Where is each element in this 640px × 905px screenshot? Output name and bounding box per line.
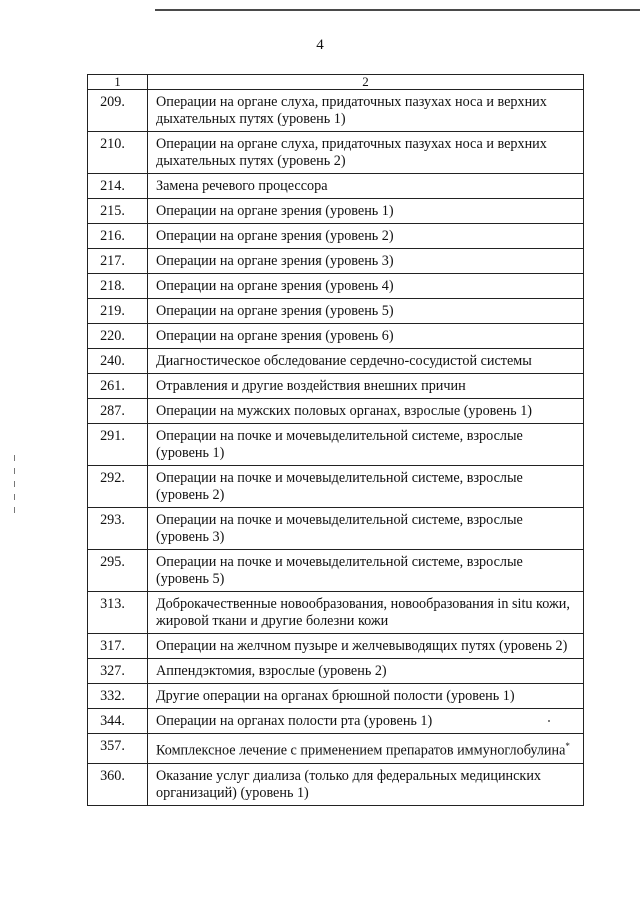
row-name-text: Другие операции на органах брюшной полости (уровень 1) (156, 688, 515, 704)
table-row (88, 709, 584, 734)
row-name-text: Отравления и другие воздействия внешних причин (156, 378, 466, 394)
table-row (88, 550, 584, 592)
row-code: 317. (88, 634, 148, 659)
row-name (148, 399, 584, 424)
row-name (148, 634, 584, 659)
row-name (148, 299, 584, 324)
table-row (88, 684, 584, 709)
row-name-text: Операции на почке и мочевыделительной системе, взрослые (уровень 5) (156, 554, 523, 587)
services-table (87, 74, 584, 806)
table-row (88, 199, 584, 224)
row-name-text: Операции на органе слуха, придаточных пазухах носа и верхних дыхательных путях (уровень 2) (156, 136, 547, 169)
row-name-text: Комплексное лечение с применением препаратов иммуноглобулина (156, 742, 566, 759)
scan-margin-mark (14, 455, 15, 461)
row-code: 332. (88, 684, 148, 709)
row-name (148, 659, 584, 684)
row-name (148, 224, 584, 249)
row-name (148, 734, 584, 764)
row-name (148, 90, 584, 132)
row-name-text: Операции на мужских половых органах, взрослые (уровень 1) (156, 403, 533, 419)
row-name-text: Оказание услуг диализа (только для федеральных медицинских организаций) (уровень 1) (156, 767, 542, 801)
table-row (88, 132, 584, 174)
row-name-text: Операции на органе зрения (уровень 2) (156, 228, 394, 244)
row-name (148, 324, 584, 349)
table-row (88, 763, 584, 805)
row-code: 344. (88, 709, 148, 734)
row-name-text: Операции на почке и мочевыделительной системе, взрослые (уровень 2) (156, 470, 523, 503)
row-name (148, 132, 584, 174)
scan-speck (548, 720, 550, 722)
row-name-text: Операции на органе зрения (уровень 5) (156, 303, 394, 319)
table-row (88, 374, 584, 399)
row-name (148, 249, 584, 274)
row-code: 261. (88, 374, 148, 399)
row-name-text: Доброкачественные новообразования, новообразования in situ кожи, жировой ткани и другие болезни кожи (156, 596, 570, 629)
scan-margin-mark (14, 507, 15, 513)
row-name-text: Диагностическое обследование сердечно-сосудистой системы (156, 353, 532, 369)
row-name (148, 374, 584, 399)
table-row (88, 659, 584, 684)
row-code: 215. (88, 199, 148, 224)
row-name (148, 684, 584, 709)
row-code: 210. (88, 132, 148, 174)
row-code: 240. (88, 349, 148, 374)
row-code: 357. (88, 734, 148, 764)
row-name (148, 349, 584, 374)
row-name-text: Замена речевого процессора (156, 178, 328, 194)
row-name (148, 466, 584, 508)
row-code: 287. (88, 399, 148, 424)
row-code: 360. (88, 763, 148, 805)
table-row (88, 634, 584, 659)
row-name (148, 763, 584, 805)
row-name (148, 199, 584, 224)
table-row (88, 324, 584, 349)
row-code: 313. (88, 592, 148, 634)
row-code: 219. (88, 299, 148, 324)
row-code: 327. (88, 659, 148, 684)
table-row (88, 249, 584, 274)
row-code: 292. (88, 466, 148, 508)
table-row (88, 224, 584, 249)
row-code: 218. (88, 274, 148, 299)
table-row (88, 734, 584, 764)
row-name (148, 550, 584, 592)
row-name-text: Аппендэктомия, взрослые (уровень 2) (156, 663, 387, 679)
table-row (88, 592, 584, 634)
table-row (88, 299, 584, 324)
page-number: 4 (316, 37, 324, 53)
footnote-marker: * (565, 741, 570, 751)
table-row (88, 274, 584, 299)
row-name-text: Операции на органе зрения (уровень 6) (156, 328, 394, 344)
scan-margin-mark (14, 494, 15, 500)
column-header-2: 2 (148, 75, 584, 90)
table-row (88, 466, 584, 508)
row-name (148, 592, 584, 634)
row-name-text: Операции на органе зрения (уровень 4) (156, 278, 394, 294)
row-code: 214. (88, 174, 148, 199)
row-code: 217. (88, 249, 148, 274)
row-name-text: Операции на органе слуха, придаточных пазухах носа и верхних дыхательных путях (уровень 1) (156, 94, 547, 127)
row-name (148, 174, 584, 199)
table-row (88, 349, 584, 374)
row-name-text: Операции на органах полости рта (уровень 1) (156, 713, 433, 729)
table-row (88, 399, 584, 424)
row-name (148, 709, 584, 734)
row-name-text: Операции на почке и мочевыделительной системе, взрослые (уровень 3) (156, 512, 523, 545)
table-row (88, 174, 584, 199)
table-body (88, 90, 584, 806)
row-name (148, 274, 584, 299)
scan-margin-mark (14, 468, 15, 474)
top-border-line (155, 9, 640, 11)
row-code: 216. (88, 224, 148, 249)
row-code: 291. (88, 424, 148, 466)
table-row (88, 508, 584, 550)
row-code: 209. (88, 90, 148, 132)
row-code: 295. (88, 550, 148, 592)
row-name-text: Операции на органе зрения (уровень 3) (156, 253, 394, 269)
row-name-text: Операции на органе зрения (уровень 1) (156, 203, 394, 219)
scan-margin-mark (14, 481, 15, 487)
row-name (148, 508, 584, 550)
table-header-row (88, 75, 584, 90)
table-row (88, 424, 584, 466)
row-name-text: Операции на желчном пузыре и желчевыводящих путях (уровень 2) (156, 638, 568, 654)
row-name (148, 424, 584, 466)
row-code: 293. (88, 508, 148, 550)
table-row (88, 90, 584, 132)
row-name-text: Операции на почке и мочевыделительной системе, взрослые (уровень 1) (156, 428, 523, 461)
row-code: 220. (88, 324, 148, 349)
column-header-1: 1 (88, 75, 148, 90)
